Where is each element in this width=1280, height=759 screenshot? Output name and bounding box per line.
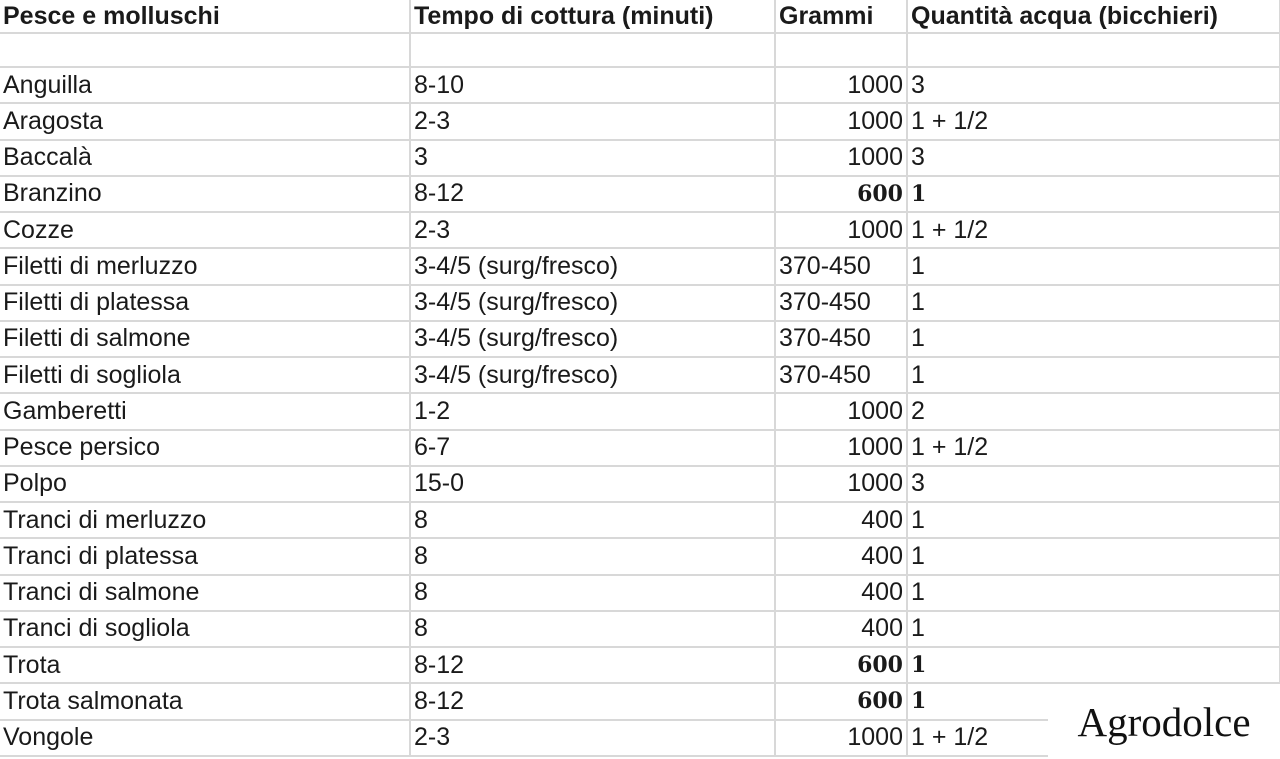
cell-cooking-time[interactable]: 2-3 <box>410 212 775 248</box>
cell-grams[interactable]: 1000 <box>775 720 907 756</box>
cell-grams[interactable]: 400 <box>775 575 907 611</box>
header-water[interactable]: Quantità acqua (bicchieri) <box>907 0 1280 33</box>
cell-grams[interactable]: 600 <box>775 647 907 683</box>
cell-cooking-time[interactable]: 8-12 <box>410 683 775 719</box>
cell-grams[interactable]: 370-450 <box>775 285 907 321</box>
cell-cooking-time[interactable]: 3 <box>410 140 775 176</box>
cell-fish[interactable]: Trota salmonata <box>0 683 410 719</box>
table-row <box>0 357 1280 393</box>
cell-water[interactable]: 1 + 1/2 <box>907 212 1280 248</box>
cell-water[interactable]: 1 <box>907 575 1280 611</box>
cell-water[interactable]: 1 <box>907 647 1280 683</box>
table-row <box>0 248 1280 284</box>
table-row <box>0 176 1280 212</box>
table-row <box>0 321 1280 357</box>
cell-fish[interactable]: Filetti di sogliola <box>0 357 410 393</box>
cell-cooking-time[interactable]: 8-10 <box>410 67 775 103</box>
cell-cooking-time[interactable]: 8 <box>410 575 775 611</box>
cell-cooking-time[interactable]: 8-12 <box>410 647 775 683</box>
cell-water[interactable]: 3 <box>907 140 1280 176</box>
cell-water[interactable]: 1 <box>907 611 1280 647</box>
cell-water[interactable]: 3 <box>907 466 1280 502</box>
table-row <box>0 103 1280 139</box>
cell-water[interactable]: 3 <box>907 67 1280 103</box>
cell-fish[interactable]: Tranci di salmone <box>0 575 410 611</box>
cell-water[interactable]: 1 <box>907 502 1280 538</box>
cell-cooking-time[interactable]: 3-4/5 (surg/fresco) <box>410 357 775 393</box>
table-row <box>0 575 1280 611</box>
table-row <box>0 285 1280 321</box>
empty-row <box>0 33 1280 67</box>
cell-grams[interactable]: 1000 <box>775 67 907 103</box>
cell-grams[interactable]: 1000 <box>775 393 907 429</box>
cell-fish[interactable]: Cozze <box>0 212 410 248</box>
cell-grams[interactable]: 600 <box>775 683 907 719</box>
cell-grams[interactable]: 1000 <box>775 466 907 502</box>
cell-grams[interactable]: 600 <box>775 176 907 212</box>
cell-water[interactable]: 1 <box>907 538 1280 574</box>
cell-grams[interactable]: 370-450 <box>775 357 907 393</box>
cell-water[interactable]: 2 <box>907 393 1280 429</box>
cell-grams[interactable]: 400 <box>775 611 907 647</box>
cell-fish[interactable]: Gamberetti <box>0 393 410 429</box>
cell-cooking-time[interactable]: 8-12 <box>410 176 775 212</box>
cell-grams[interactable]: 400 <box>775 502 907 538</box>
header-grams[interactable]: Grammi <box>775 0 907 33</box>
table-row <box>0 140 1280 176</box>
cell-cooking-time[interactable]: 1-2 <box>410 393 775 429</box>
cell-water[interactable]: 1 <box>907 357 1280 393</box>
cell-fish[interactable]: Anguilla <box>0 67 410 103</box>
cell-grams[interactable]: 1000 <box>775 140 907 176</box>
cell-grams[interactable]: 370-450 <box>775 248 907 284</box>
cell-grams[interactable]: 370-450 <box>775 321 907 357</box>
cell-grams[interactable]: 1000 <box>775 212 907 248</box>
cell-cooking-time[interactable]: 8 <box>410 538 775 574</box>
empty-cell[interactable] <box>0 33 410 67</box>
cell-water[interactable]: 1 <box>907 321 1280 357</box>
cell-water[interactable]: 1 + 1/2 <box>907 720 1280 756</box>
cell-grams[interactable]: 1000 <box>775 103 907 139</box>
table-row <box>0 212 1280 248</box>
empty-cell[interactable] <box>907 33 1280 67</box>
cell-fish[interactable]: Pesce persico <box>0 430 410 466</box>
cell-water[interactable]: 1 <box>907 285 1280 321</box>
agrodolce-watermark: Agrodolce <box>1048 684 1280 759</box>
header-cooking-time[interactable]: Tempo di cottura (minuti) <box>410 0 775 33</box>
cell-fish[interactable]: Filetti di merluzzo <box>0 248 410 284</box>
cell-cooking-time[interactable]: 2-3 <box>410 720 775 756</box>
table-row <box>0 502 1280 538</box>
empty-cell[interactable] <box>410 33 775 67</box>
cell-fish[interactable]: Tranci di platessa <box>0 538 410 574</box>
cell-water[interactable]: 1 + 1/2 <box>907 103 1280 139</box>
table-row <box>0 466 1280 502</box>
cell-cooking-time[interactable]: 3-4/5 (surg/fresco) <box>410 321 775 357</box>
table-row <box>0 611 1280 647</box>
cell-cooking-time[interactable]: 6-7 <box>410 430 775 466</box>
cell-cooking-time[interactable]: 2-3 <box>410 103 775 139</box>
cell-fish[interactable]: Vongole <box>0 720 410 756</box>
cell-fish[interactable]: Baccalà <box>0 140 410 176</box>
cell-fish[interactable]: Aragosta <box>0 103 410 139</box>
cell-water[interactable]: 1 <box>907 683 1280 719</box>
cell-fish[interactable]: Tranci di sogliola <box>0 611 410 647</box>
table-row <box>0 67 1280 103</box>
table-row <box>0 430 1280 466</box>
cell-fish[interactable]: Trota <box>0 647 410 683</box>
header-row <box>0 0 1280 33</box>
cell-fish[interactable]: Filetti di salmone <box>0 321 410 357</box>
cell-fish[interactable]: Filetti di platessa <box>0 285 410 321</box>
cell-grams[interactable]: 400 <box>775 538 907 574</box>
empty-cell[interactable] <box>775 33 907 67</box>
cell-cooking-time[interactable]: 3-4/5 (surg/fresco) <box>410 285 775 321</box>
cell-cooking-time[interactable]: 15-0 <box>410 466 775 502</box>
table-row <box>0 538 1280 574</box>
header-fish[interactable]: Pesce e molluschi <box>0 0 410 33</box>
cell-water[interactable]: 1 <box>907 248 1280 284</box>
cell-water[interactable]: 1 + 1/2 <box>907 430 1280 466</box>
cell-cooking-time[interactable]: 8 <box>410 611 775 647</box>
cell-fish[interactable]: Branzino <box>0 176 410 212</box>
table-row <box>0 647 1280 683</box>
cell-cooking-time[interactable]: 3-4/5 (surg/fresco) <box>410 248 775 284</box>
table-row <box>0 393 1280 429</box>
cell-grams[interactable]: 1000 <box>775 430 907 466</box>
cell-cooking-time[interactable]: 8 <box>410 502 775 538</box>
cell-fish[interactable]: Tranci di merluzzo <box>0 502 410 538</box>
cell-fish[interactable]: Polpo <box>0 466 410 502</box>
cell-water[interactable]: 1 <box>907 176 1280 212</box>
